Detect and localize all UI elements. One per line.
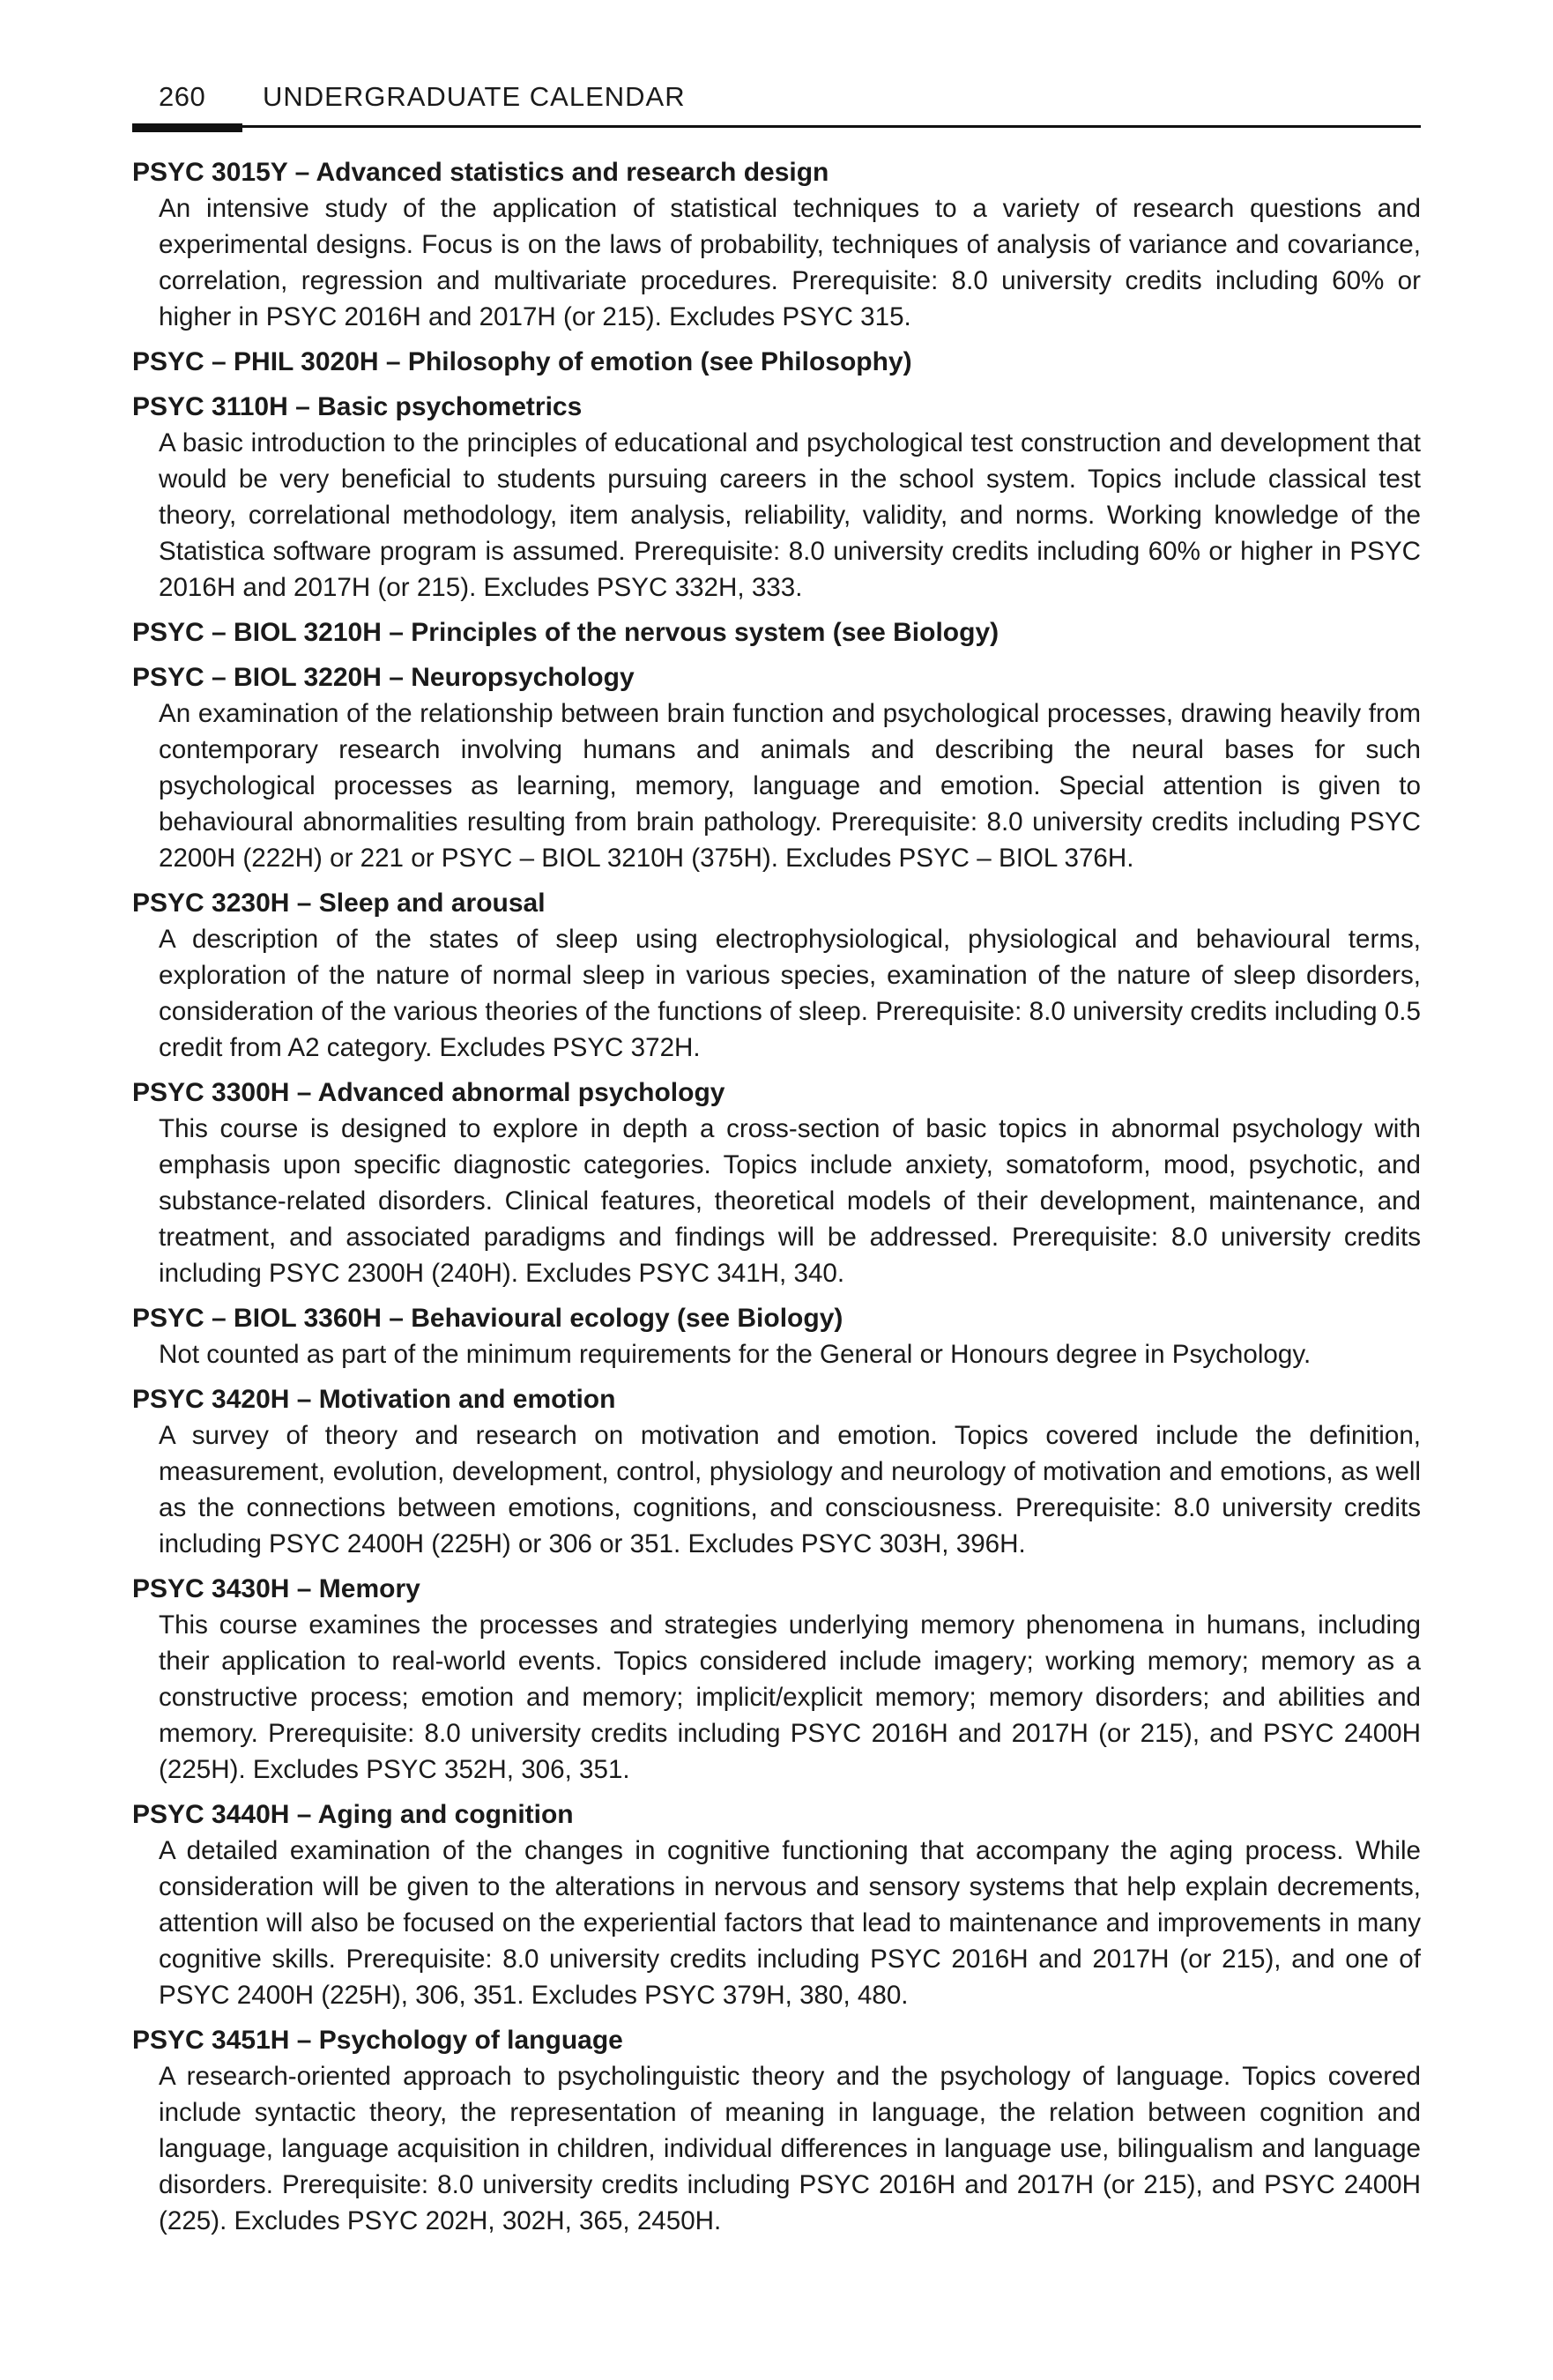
course-title: PSYC – BIOL 3220H – Neuropsychology <box>132 663 635 692</box>
course-title: PSYC 3110H – Basic psychometrics <box>132 392 583 421</box>
calendar-page <box>132 79 1421 2248</box>
course-title: PSYC 3420H – Motivation and emotion <box>132 1385 616 1414</box>
course-list <box>132 154 1421 2239</box>
course-title: PSYC 3440H – Aging and cognition <box>132 1800 574 1829</box>
course-entry <box>132 1571 1421 1788</box>
page-number: 260 <box>159 81 206 112</box>
running-header-title: UNDERGRADUATE CALENDAR <box>263 81 686 112</box>
course-entry <box>132 614 1421 651</box>
course-title: PSYC 3230H – Sleep and arousal <box>132 889 546 918</box>
header-tab-bar <box>132 123 242 132</box>
course-title: PSYC 3015Y – Advanced statistics and research design <box>132 158 829 187</box>
course-description: A detailed examination of the changes in cognitive functioning that accompany the aging process. While consideration will be given to the alterations in nervous and sensory systems that help explain decrements, attention will also be focused on the experiential factors that lead to maintenance and improvements in many cognitive skills. Prerequisite: 8.0 university credits including PSYC 2016H and 2017H (or 215), and one of PSYC 2400H (225H), 306, 351. Excludes PSYC 379H, 380, 480. <box>159 1836 1421 2010</box>
course-description: An intensive study of the application of statistical techniques to a variety of research questions and experimental designs. Focus is on the laws of probability, techniques of analysis of variance and covariance, correlation, regression and multivariate procedures. Prerequisite: 8.0 university credits including 60% or higher in PSYC 2016H and 2017H (or 215). Excludes PSYC 315. <box>159 194 1421 331</box>
course-title: PSYC 3451H – Psychology of language <box>132 2026 623 2055</box>
course-entry <box>132 344 1421 380</box>
course-entry <box>132 1075 1421 1291</box>
running-header <box>132 79 1421 128</box>
course-title: PSYC – BIOL 3360H – Behavioural ecology (see Biology) <box>132 1304 843 1333</box>
course-description: A basic introduction to the principles of educational and psychological test construction and development that would be very beneficial to students pursuing careers in the school system. Topics include classical test theory, correlational methodology, item analysis, reliability, validity, and norms. Working knowledge of the Statistica software program is assumed. Prerequisite: 8.0 university credits including 60% or higher in PSYC 2016H and 2017H (or 215). Excludes PSYC 332H, 333. <box>159 428 1421 602</box>
course-title: PSYC – BIOL 3210H – Principles of the nervous system (see Biology) <box>132 618 999 647</box>
course-description: Not counted as part of the minimum requirements for the General or Honours degree in Psychology. <box>159 1340 1312 1369</box>
course-entry <box>132 1796 1421 2013</box>
course-description: A research-oriented approach to psycholinguistic theory and the psychology of language. Topics covered include syntactic theory, the representation of meaning in language, the relation between cognition and language, language acquisition in children, individual differences in language use, bilingualism and language disorders. Prerequisite: 8.0 university credits including PSYC 2016H and 2017H (or 215), and PSYC 2400H (225). Excludes PSYC 202H, 302H, 365, 2450H. <box>159 2062 1421 2235</box>
course-description: A description of the states of sleep using electrophysiological, physiological and behavioural terms, exploration of the nature of normal sleep in various species, examination of the nature of sleep disorders, consideration of the various theories of the functions of sleep. Prerequisite: 8.0 university credits including 0.5 credit from A2 category. Excludes PSYC 372H. <box>159 925 1421 1062</box>
course-description: An examination of the relationship between brain function and psychological processes, drawing heavily from contemporary research involving humans and animals and describing the neural bases for such psychological processes as learning, memory, language and emotion. Special attention is given to behavioural abnormalities resulting from brain pathology. Prerequisite: 8.0 university credits including PSYC 2200H (222H) or 221 or PSYC – BIOL 3210H (375H). Excludes PSYC – BIOL 376H. <box>159 699 1421 873</box>
course-title: PSYC 3300H – Advanced abnormal psychology <box>132 1078 725 1107</box>
course-title: PSYC 3430H – Memory <box>132 1574 420 1603</box>
course-entry <box>132 1381 1421 1562</box>
course-title: PSYC – PHIL 3020H – Philosophy of emotion (see Philosophy) <box>132 347 912 376</box>
course-description: A survey of theory and research on motivation and emotion. Topics covered include the definition, measurement, evolution, development, control, physiology and neurology of motivation and emotions, as well as the connections between emotions, cognitions, and consciousness. Prerequisite: 8.0 university credits including PSYC 2400H (225H) or 306 or 351. Excludes PSYC 303H, 396H. <box>159 1421 1421 1558</box>
course-entry <box>132 1300 1421 1372</box>
course-entry <box>132 389 1421 606</box>
course-description: This course is designed to explore in depth a cross-section of basic topics in abnormal psychology with emphasis upon specific diagnostic categories. Topics include anxiety, somatoform, mood, psychotic, and substance-related disorders. Clinical features, theoretical models of their development, maintenance, and treatment, and associated paradigms and findings will be addressed. Prerequisite: 8.0 university credits including PSYC 2300H (240H). Excludes PSYC 341H, 340. <box>159 1114 1421 1288</box>
course-description: This course examines the processes and strategies underlying memory phenomena in humans, including their application to real-world events. Topics considered include imagery; working memory; memory as a constructive process; emotion and memory; implicit/explicit memory; memory disorders; and abilities and memory. Prerequisite: 8.0 university credits including PSYC 2016H and 2017H (or 215), and PSYC 2400H (225H). Excludes PSYC 352H, 306, 351. <box>159 1610 1421 1784</box>
course-entry <box>132 154 1421 335</box>
course-entry <box>132 659 1421 876</box>
course-entry <box>132 885 1421 1066</box>
course-entry <box>132 2022 1421 2239</box>
